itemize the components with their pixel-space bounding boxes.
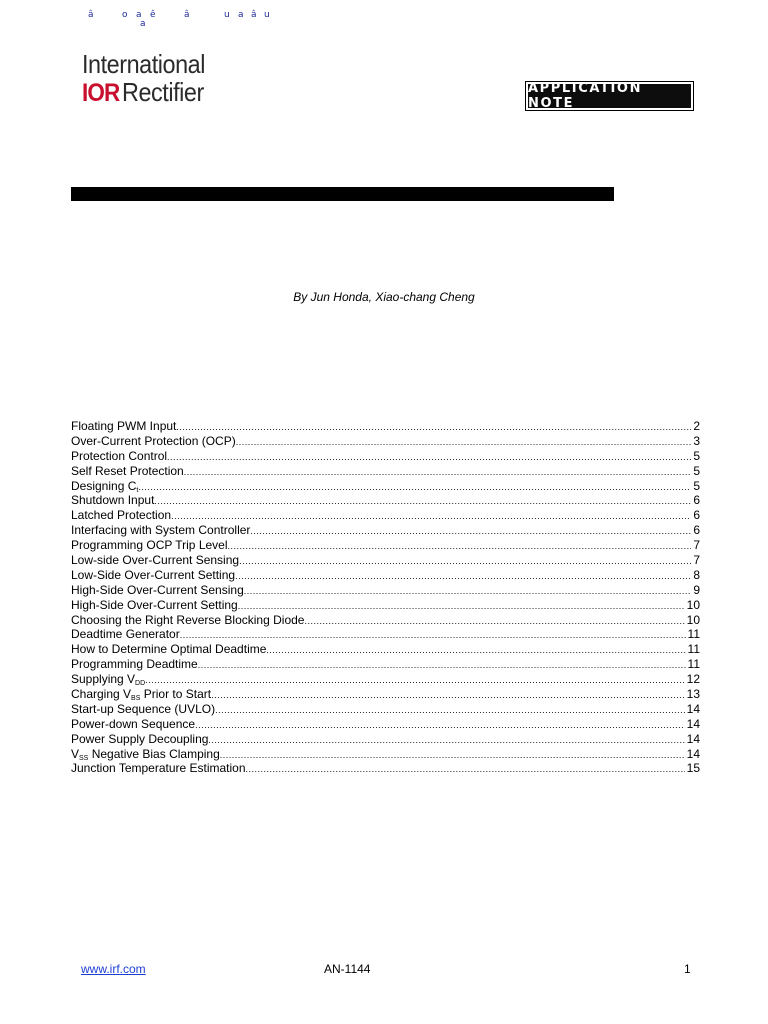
ior-logo-mark: IOR bbox=[82, 79, 120, 107]
toc-entry-title: Deadtime Generator bbox=[71, 627, 180, 642]
toc-entry[interactable] bbox=[71, 598, 700, 613]
toc-entry-title: $V_{SS}$ Negative Bias Clamping bbox=[71, 746, 220, 762]
toc-dot-leader bbox=[228, 539, 692, 553]
toc-entry-title: Choosing the Right Reverse Blocking Diode bbox=[71, 612, 305, 627]
toc-entry-page: 11 bbox=[687, 657, 700, 672]
toc-entry[interactable] bbox=[71, 449, 700, 464]
toc-entry-page: 10 bbox=[686, 612, 700, 627]
toc-entry-page: 14 bbox=[686, 716, 700, 731]
toc-entry-page: 11 bbox=[687, 642, 700, 657]
toc-entry-page: 6 bbox=[693, 508, 700, 523]
toc-entry-title: Over-Current Protection (OCP) bbox=[71, 433, 236, 448]
toc-dot-leader bbox=[238, 599, 685, 613]
toc-dot-leader bbox=[167, 450, 691, 464]
toc-entry[interactable] bbox=[71, 493, 700, 508]
toc-entry-title: Power-down Sequence bbox=[71, 716, 196, 731]
toc-entry-page: 10 bbox=[686, 597, 700, 612]
toc-entry-page: 5 bbox=[693, 448, 700, 463]
toc-entry-title: How to Determine Optimal Deadtime bbox=[71, 642, 267, 657]
toc-entry-title: Programming OCP Trip Level bbox=[71, 538, 228, 553]
page-footer bbox=[0, 962, 768, 978]
toc-entry[interactable] bbox=[71, 687, 700, 702]
toc-entry-page: 6 bbox=[693, 523, 700, 538]
toc-entry-title: Supplying $V_{DD}$ bbox=[71, 672, 146, 688]
toc-dot-leader bbox=[171, 509, 691, 523]
toc-entry-title: Low-side Over-Current Sensing bbox=[71, 553, 240, 568]
header-glyph: ê bbox=[150, 10, 156, 20]
toc-entry-page: 15 bbox=[686, 761, 700, 776]
toc-dot-leader bbox=[266, 643, 685, 657]
toc-dot-leader bbox=[220, 748, 685, 762]
toc-entry[interactable] bbox=[71, 642, 700, 657]
logo-word-rectifier: Rectifier bbox=[122, 77, 204, 107]
application-note-badge bbox=[525, 81, 694, 111]
toc-entry[interactable] bbox=[71, 672, 700, 687]
header-glyph: â bbox=[251, 10, 257, 20]
toc-entry-page: 9 bbox=[693, 582, 700, 597]
toc-entry-title: Interfacing with System Controller bbox=[71, 523, 251, 538]
toc-dot-leader bbox=[236, 435, 692, 449]
website-link[interactable]: www.irf.com bbox=[81, 962, 146, 976]
toc-entry[interactable] bbox=[71, 657, 700, 672]
application-note-label: APPLICATION NOTE bbox=[528, 84, 691, 108]
header-glyph: u bbox=[224, 10, 230, 20]
toc-dot-leader bbox=[145, 673, 684, 687]
toc-entry-page: 14 bbox=[686, 731, 700, 746]
toc-entry[interactable] bbox=[71, 464, 700, 479]
toc-dot-leader bbox=[208, 733, 684, 747]
toc-entry-title: Shutdown Input bbox=[71, 493, 155, 508]
page-number: 1 bbox=[684, 962, 691, 976]
company-logo bbox=[82, 50, 219, 111]
toc-dot-leader bbox=[244, 584, 692, 598]
toc-dot-leader bbox=[211, 688, 685, 702]
toc-entry-page: 6 bbox=[693, 493, 700, 508]
toc-dot-leader bbox=[304, 614, 684, 628]
toc-entry[interactable] bbox=[71, 761, 700, 776]
toc-entry[interactable] bbox=[71, 419, 700, 434]
logo-line-rectifier bbox=[82, 78, 205, 111]
toc-dot-leader bbox=[176, 420, 691, 434]
toc-entry-title: Programming Deadtime bbox=[71, 657, 198, 672]
toc-dot-leader bbox=[180, 628, 686, 642]
logo-line-international: International bbox=[82, 49, 205, 79]
header-glyph: o bbox=[122, 10, 128, 20]
toc-dot-leader bbox=[215, 703, 685, 717]
toc-dot-leader bbox=[154, 494, 691, 508]
table-of-contents bbox=[71, 419, 700, 776]
toc-entry-page: 3 bbox=[693, 433, 700, 448]
toc-entry[interactable] bbox=[71, 583, 700, 598]
toc-entry[interactable] bbox=[71, 523, 700, 538]
toc-dot-leader bbox=[184, 465, 692, 479]
header-glyph-strip bbox=[88, 10, 308, 32]
toc-entry-title: Junction Temperature Estimation bbox=[71, 761, 246, 776]
toc-entry[interactable] bbox=[71, 479, 700, 494]
toc-entry-page: 5 bbox=[693, 463, 700, 478]
toc-entry[interactable] bbox=[71, 553, 700, 568]
toc-entry-title: High-Side Over-Current Sensing bbox=[71, 582, 244, 597]
toc-entry-title: Latched Protection bbox=[71, 508, 172, 523]
toc-entry-title: Floating PWM Input bbox=[71, 419, 177, 433]
toc-dot-leader bbox=[250, 524, 691, 538]
toc-dot-leader bbox=[235, 569, 691, 583]
toc-dot-leader bbox=[195, 718, 685, 732]
header-glyph: â bbox=[88, 10, 94, 20]
toc-entry[interactable] bbox=[71, 747, 700, 762]
toc-entry-title: Start-up Sequence (UVLO) bbox=[71, 701, 216, 716]
toc-entry-page: 8 bbox=[693, 567, 700, 582]
toc-entry-title: High-Side Over-Current Setting bbox=[71, 597, 238, 612]
toc-entry[interactable] bbox=[71, 627, 700, 642]
toc-entry[interactable] bbox=[71, 508, 700, 523]
toc-entry-title: Designing $C_t$ bbox=[71, 478, 139, 494]
header-glyph: a bbox=[238, 10, 244, 20]
header-glyph: a bbox=[140, 19, 146, 29]
toc-entry[interactable] bbox=[71, 568, 700, 583]
toc-entry[interactable] bbox=[71, 613, 700, 628]
toc-entry-title: Self Reset Protection bbox=[71, 463, 184, 478]
header-glyph: u bbox=[264, 10, 270, 20]
toc-entry-page: 14 bbox=[686, 701, 700, 716]
title-bar bbox=[71, 187, 614, 201]
toc-dot-leader bbox=[138, 480, 691, 494]
toc-entry-page: 7 bbox=[693, 538, 700, 553]
toc-dot-leader bbox=[246, 762, 685, 776]
toc-entry-page: 7 bbox=[693, 553, 700, 568]
toc-entry-page: 14 bbox=[686, 746, 700, 761]
toc-entry[interactable] bbox=[71, 538, 700, 553]
toc-entry-page: 5 bbox=[693, 478, 700, 493]
toc-entry-title: Low-Side Over-Current Setting bbox=[71, 567, 236, 582]
toc-entry[interactable] bbox=[71, 702, 700, 717]
toc-dot-leader bbox=[198, 658, 686, 672]
author-line: By Jun Honda, Xiao-chang Cheng bbox=[293, 290, 475, 304]
toc-entry-title: Power Supply Decoupling bbox=[71, 731, 209, 746]
toc-entry-page: 13 bbox=[686, 687, 700, 702]
toc-entry-title: Protection Control bbox=[71, 448, 168, 463]
toc-entry-title: Charging $V_{BS}$ Prior to Start bbox=[71, 687, 212, 702]
toc-entry[interactable] bbox=[71, 717, 700, 732]
toc-entry[interactable] bbox=[71, 434, 700, 449]
toc-dot-leader bbox=[239, 554, 691, 568]
toc-entry-page: 11 bbox=[687, 627, 700, 642]
header-glyph: â bbox=[184, 10, 190, 20]
header-glyph: a bbox=[136, 10, 142, 20]
document-code: AN-1144 bbox=[324, 962, 371, 976]
toc-entry-page: 12 bbox=[686, 672, 700, 687]
toc-entry[interactable] bbox=[71, 732, 700, 747]
toc-entry-page: 2 bbox=[693, 419, 700, 433]
